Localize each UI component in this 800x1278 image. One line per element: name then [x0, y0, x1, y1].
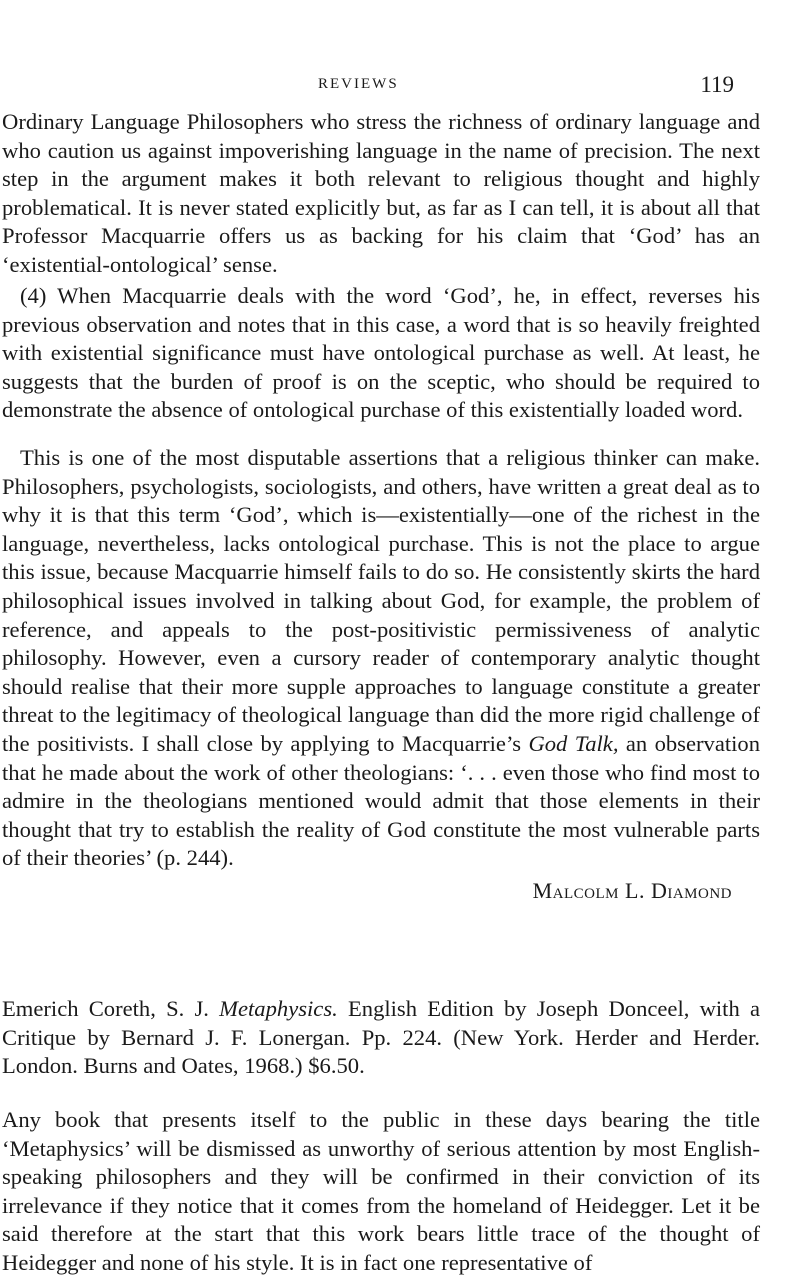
continuation-paragraph: Ordinary Language Philosophers who stress the richness of ordinary language and who caution us against impoverishing language in the name of precision. The next step in the argument makes it both relevant to religious thought and highly problematical. It is never stated explicitly but, as far as I can tell, it is about all that Professor Macquarrie offers us as backing for his claim that ‘God’ has an ‘existential-ontological’ sense. [2, 109, 760, 277]
conclusion-paragraph [2, 444, 760, 873]
citation-title: Metaphysics. [219, 996, 338, 1021]
running-header [0, 72, 800, 102]
page-number: 119 [700, 72, 734, 97]
conclusion-text-after: an observation that he made about the work of other theologians: ‘. . . even those who find most to admire in the theologians mentioned would admit that those elements in their thought that try to establish the reality of God constitute the most vulnerable parts of their theories’ (p. 244). [2, 730, 760, 871]
citation-author: Emerich Coreth, S. J. [2, 996, 209, 1021]
point-4-paragraph: (4) When Macquarrie deals with the word ‘God’, he, in effect, reverses his previous observation and notes that in this case, a word that is so heavily freighted with existential significance must have ontological purchase as well. At least, he suggests that the burden of proof is on the sceptic, who should be required to demonstrate the absence of ontological purchase of this existentially loaded word. [2, 283, 760, 423]
book-title-god-talk: God Talk, [528, 730, 619, 756]
book-citation [2, 995, 760, 1081]
review-opening-paragraph: Any book that presents itself to the public in these days bearing the title ‘Metaphysics’ will be dismissed as unworthy of serious attention by most English-speaking philosophers and they will be confirmed in their conviction of its irrelevance if they notice that it comes from the homeland of Heidegger. Let it be said therefore at the start that this work bears little trace of the thought of Heidegger and none of his style. It is in fact one representative of [2, 1107, 760, 1275]
running-title: REVIEWS [318, 76, 399, 92]
reviewer-signature: Malcolm L. Diamond [532, 878, 732, 903]
citation-details: English Edition by Joseph Donceel, with a Critique by Bernard J. F. Lonergan. Pp. 224. (New York. Herder and Herder. London. Burns and Oates, 1968.) $6.50. [2, 996, 760, 1079]
conclusion-text-before: This is one of the most disputable assertions that a religious thinker can make. Philosophers, psychologists, sociologists, and others, have written a great deal as to why it is that this term ‘God’, which is—existentially—one of the richest in the language, nevertheless, lacks ontological purchase. This is not the place to argue this issue, because Macquarrie himself fails to do so. He consistently skirts the hard philosophical issues involved in talking about God, for example, the problem of reference, and appeals to the post-positivistic permissiveness of analytic philosophy. However, even a cursory reader of contemporary analytic thought should realise that their more supple approaches to language constitute a greater threat to the legitimacy of theological language than did the more rigid challenge of the positivists. I shall close by applying to Macquarrie’s [2, 445, 760, 756]
